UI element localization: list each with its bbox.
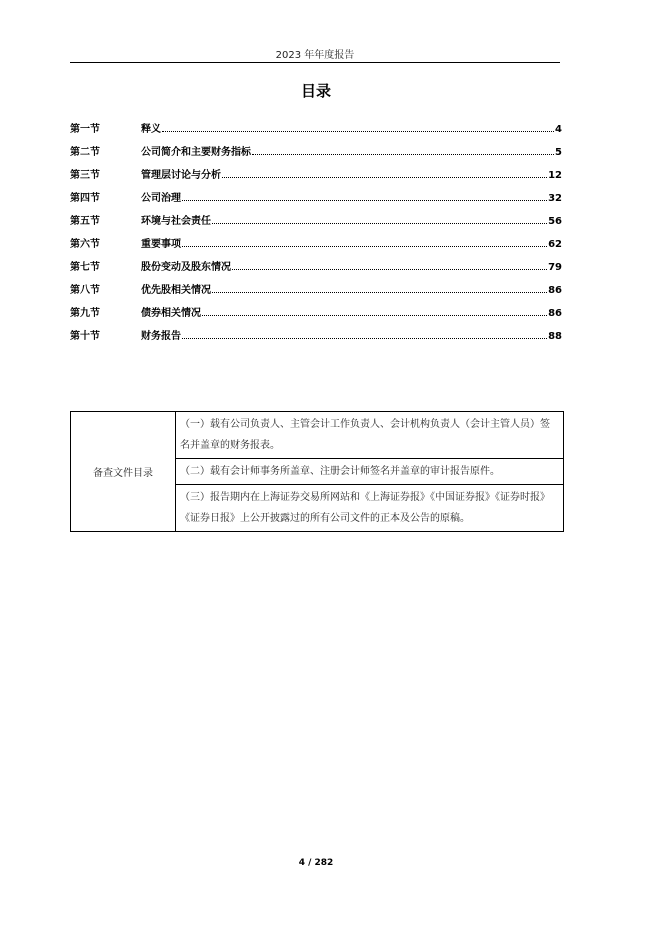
toc-page-number: 12 (548, 170, 562, 181)
toc-page-number: 56 (548, 216, 562, 227)
toc-entry[interactable] (70, 304, 562, 327)
reference-documents-table (70, 411, 564, 532)
toc-section-name: 优先股相关情况 (141, 285, 211, 296)
toc-section-number: 第十节 (70, 331, 100, 342)
toc-section-name: 管理层讨论与分析 (141, 170, 221, 181)
toc-section-name: 公司简介和主要财务指标 (141, 147, 251, 158)
toc-section-number: 第七节 (70, 262, 100, 273)
toc-leader-dots (182, 200, 547, 201)
page-number: 4 / 282 (298, 858, 334, 868)
toc-section-name: 债券相关情况 (141, 308, 201, 319)
toc-entry[interactable] (70, 120, 562, 143)
toc-leader-dots (182, 338, 547, 339)
toc-section-number: 第九节 (70, 308, 100, 319)
toc-leader-dots (222, 177, 547, 178)
toc-leader-dots (212, 292, 547, 293)
reference-document-item: （三）报告期内在上海证券交易所网站和《上海证券报》《中国证券报》《证券时报》《证券日报》上公开披露过的所有公司文件的正本及公告的原稿。 (176, 485, 564, 532)
toc-section-name: 公司治理 (141, 193, 181, 204)
toc-section-name: 财务报告 (141, 331, 181, 342)
toc-section-number: 第六节 (70, 239, 100, 250)
toc-entry[interactable] (70, 327, 562, 350)
toc-section-number: 第五节 (70, 216, 100, 227)
toc-leader-dots (182, 246, 547, 247)
toc-section-name: 股份变动及股东情况 (141, 262, 231, 273)
toc-section-number: 第三节 (70, 170, 100, 181)
toc-leader-dots (232, 269, 547, 270)
toc-section-number: 第四节 (70, 193, 100, 204)
reference-document-item: （二）载有会计师事务所盖章、注册会计师签名并盖章的审计报告原件。 (176, 459, 564, 485)
toc-leader-dots (202, 315, 547, 316)
toc-entry[interactable] (70, 189, 562, 212)
toc-entry[interactable] (70, 166, 562, 189)
toc-leader-dots (212, 223, 547, 224)
reference-documents-label: 备查文件目录 (71, 412, 176, 532)
toc-section-name: 释义 (141, 124, 161, 135)
toc-section-number: 第二节 (70, 147, 100, 158)
toc-leader-dots (252, 154, 554, 155)
toc-page-number: 4 (555, 124, 562, 135)
toc-title: 目录 (300, 82, 331, 100)
header-rule (70, 62, 560, 63)
toc-section-number: 第八节 (70, 285, 100, 296)
toc-page-number: 79 (548, 262, 562, 273)
toc-page-number: 86 (548, 285, 562, 296)
toc-leader-dots (162, 131, 554, 132)
toc-entry[interactable] (70, 281, 562, 304)
reference-document-item: （一）载有公司负责人、主管会计工作负责人、会计机构负责人（会计主管人员）签名并盖章的财务报表。 (176, 412, 564, 459)
toc-page-number: 86 (548, 308, 562, 319)
toc-page-number: 62 (548, 239, 562, 250)
toc-section-name: 重要事项 (141, 239, 181, 250)
table-of-contents (70, 120, 562, 350)
toc-section-name: 环境与社会责任 (141, 216, 211, 227)
toc-entry[interactable] (70, 212, 562, 235)
toc-page-number: 88 (548, 331, 562, 342)
page-header: 2023 年年度报告 (275, 50, 355, 61)
toc-entry[interactable] (70, 258, 562, 281)
toc-section-number: 第一节 (70, 124, 100, 135)
toc-page-number: 32 (548, 193, 562, 204)
toc-entry[interactable] (70, 235, 562, 258)
toc-entry[interactable] (70, 143, 562, 166)
toc-page-number: 5 (555, 147, 562, 158)
